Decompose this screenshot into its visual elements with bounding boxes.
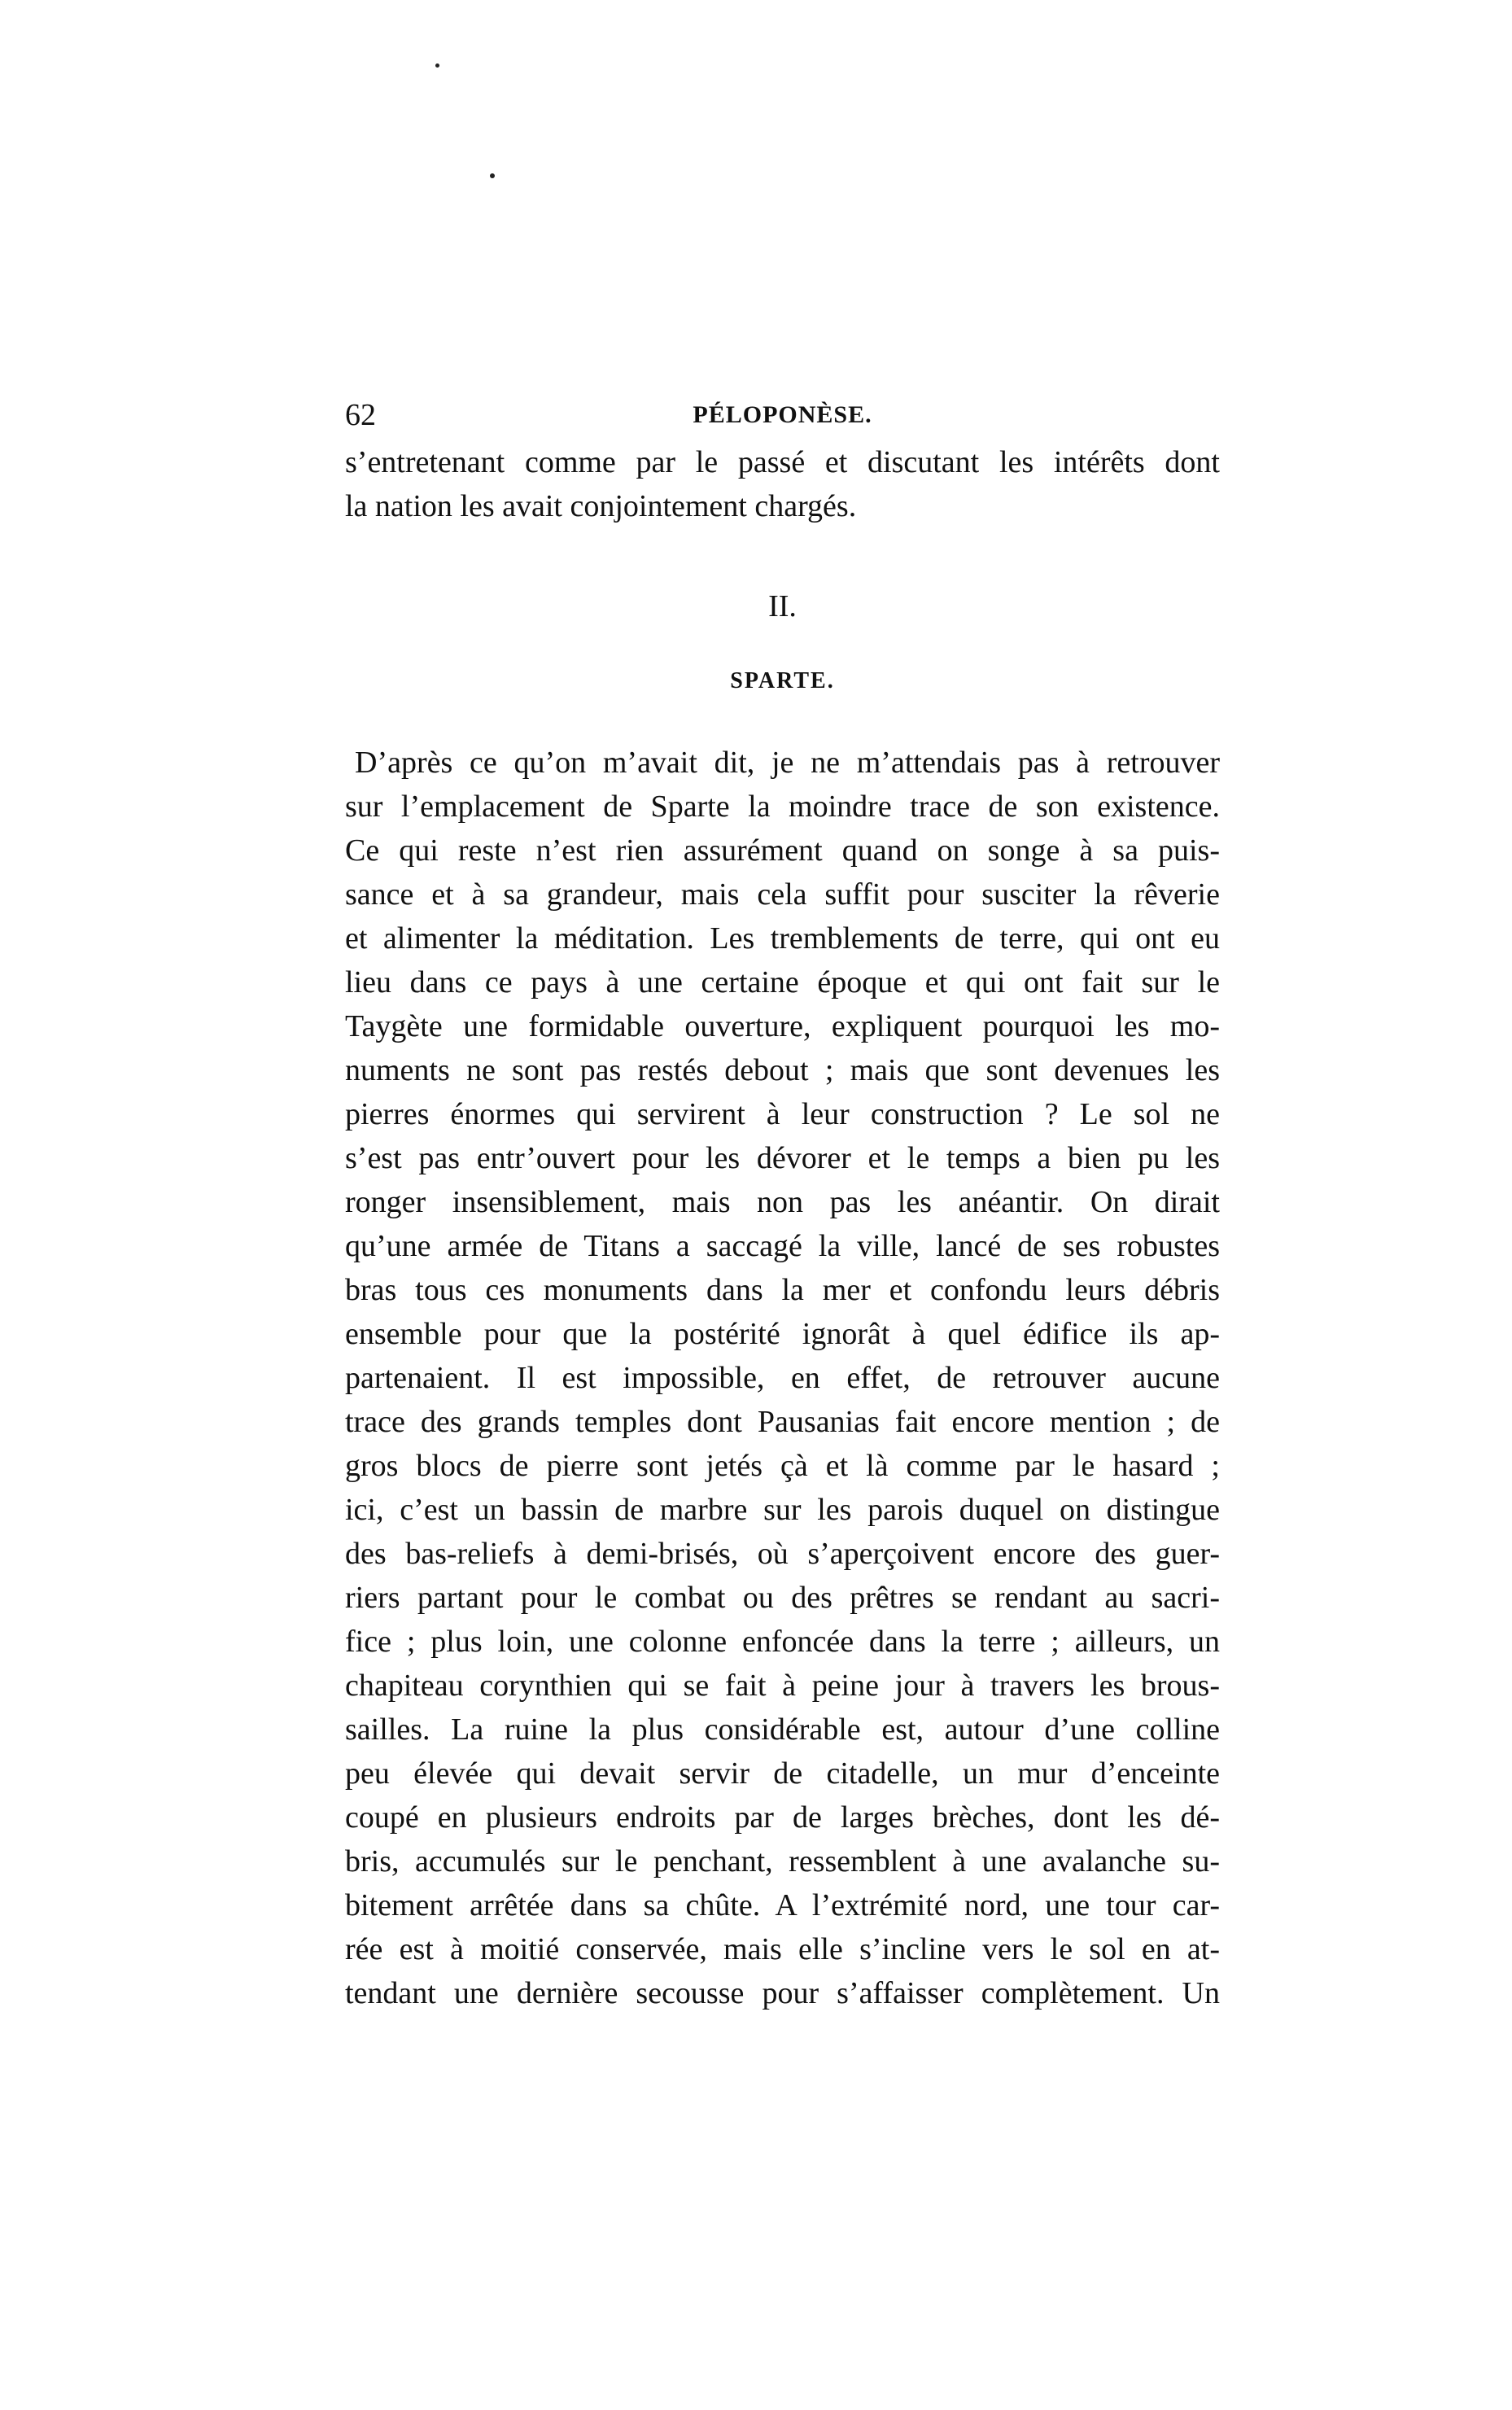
text-line: Ce qui reste n’est rien assurément quand on songe à sa puis-	[345, 833, 1220, 868]
text-line: qu’une armée de Titans a saccagé la ville, lancé de ses robustes	[345, 1229, 1220, 1263]
text-line: gros blocs de pierre sont jetés çà et là comme par le hasard ;	[345, 1449, 1220, 1483]
page-number: 62	[345, 398, 376, 432]
text-line: numents ne sont pas restés debout ; mais que sont devenues les	[345, 1053, 1220, 1087]
text-line: sailles. La ruine la plus considérable est, autour d’une colline	[345, 1712, 1220, 1747]
text-line: pierres énormes qui servirent à leur construction ? Le sol ne	[345, 1097, 1220, 1131]
text-line: lieu dans ce pays à une certaine époque et qui ont fait sur le	[345, 965, 1220, 999]
ink-speck	[435, 63, 439, 68]
text-line: ensemble pour que la postérité ignorât à quel édifice ils ap-	[345, 1317, 1220, 1351]
text-line: et alimenter la méditation. Les tremblements de terre, qui ont eu	[345, 921, 1220, 956]
text-line: tendant une dernière secousse pour s’affaisser complètement. Un	[345, 1976, 1220, 2010]
text-line: peu élevée qui devait servir de citadelle, un mur d’enceinte	[345, 1756, 1220, 1791]
text-line: bris, accumulés sur le penchant, ressemblent à une avalanche su-	[345, 1844, 1220, 1879]
text-line: s’est pas entr’ouvert pour les dévorer et le temps a bien pu les	[345, 1141, 1220, 1175]
text-line: trace des grands temples dont Pausanias fait encore mention ; de	[345, 1405, 1220, 1439]
text-line: partenaient. Il est impossible, en effet, de retrouver aucune	[345, 1361, 1220, 1395]
body-paragraph	[345, 741, 1220, 2015]
text-line: des bas-reliefs à demi-brisés, où s’aperçoivent encore des guer-	[345, 1537, 1220, 1571]
text-line: sur l’emplacement de Sparte la moindre trace de son existence.	[345, 789, 1220, 824]
text-line: bras tous ces monuments dans la mer et confondu leurs débris	[345, 1273, 1220, 1307]
text-line: rée est à moitié conservée, mais elle s’incline vers le sol en at-	[345, 1932, 1220, 1966]
text-line: chapiteau corynthien qui se fait à peine jour à travers les brous-	[345, 1669, 1220, 1703]
text-line: sance et à sa grandeur, mais cela suffit pour susciter la rêverie	[345, 877, 1220, 912]
section-number: II.	[768, 589, 797, 623]
text-line: D’après ce qu’on m’avait dit, je ne m’attendais pas à retrouver	[355, 746, 1220, 780]
text-line: Taygète une formidable ouverture, expliquent pourquoi les mo-	[345, 1009, 1220, 1043]
text-line: fice ; plus loin, une colonne enfoncée dans la terre ; ailleurs, un	[345, 1625, 1220, 1659]
text-line: ronger insensiblement, mais non pas les anéantir. On dirait	[345, 1185, 1220, 1219]
page-header	[345, 395, 1220, 435]
opening-paragraph	[345, 440, 1220, 528]
text-line: la nation les avait conjointement chargés.	[345, 489, 857, 523]
text-line: s’entretenant comme par le passé et discutant les intérêts dont	[345, 445, 1220, 479]
section-title: SPARTE.	[730, 668, 835, 693]
ink-speck	[490, 173, 495, 178]
text-line: riers partant pour le combat ou des prêtres se rendant au sacri-	[345, 1581, 1220, 1615]
text-line: bitement arrêtée dans sa chûte. A l’extrémité nord, une tour car-	[345, 1888, 1220, 1922]
text-line: coupé en plusieurs endroits par de larges brèches, dont les dé-	[345, 1800, 1220, 1835]
text-line: ici, c’est un bassin de marbre sur les parois duquel on distingue	[345, 1493, 1220, 1527]
running-title: PÉLOPONÈSE.	[693, 401, 872, 428]
